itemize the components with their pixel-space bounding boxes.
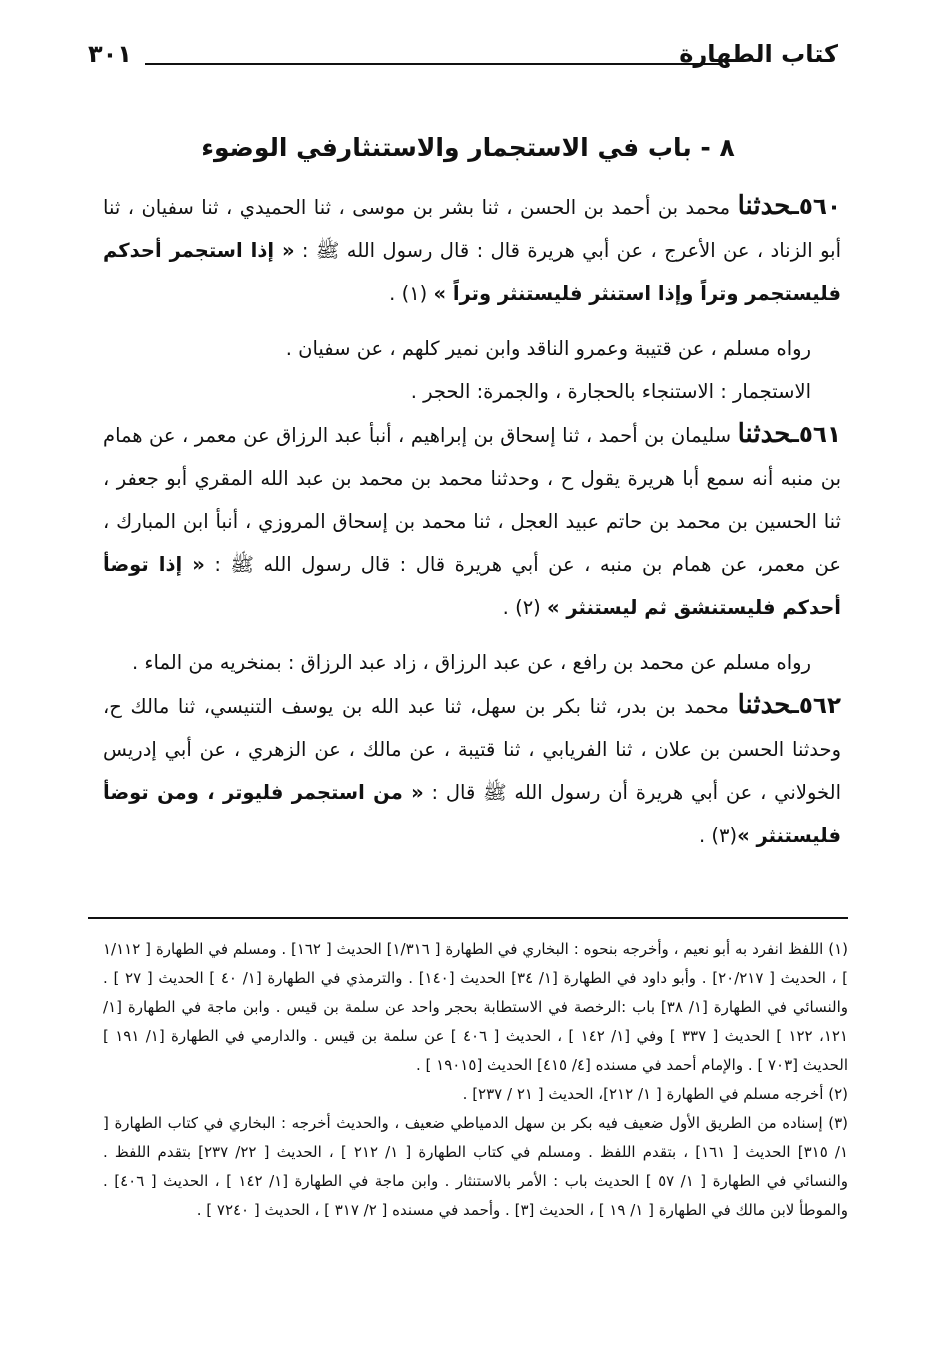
footnote-ref: (١) .	[389, 282, 434, 305]
hadith-note: رواه مسلم عن محمد بن رافع ، عن عبد الرزاق ، زاد عبد الرزاق : بمنخريه من الماء .	[131, 651, 811, 674]
footnote-2: (٢) أخرجه مسلم في الطهارة [ ١/ ٢١٢]، الحديث [ ٢١ / ٢٣٧] .	[462, 1085, 848, 1103]
footnote-ref: (٢) .	[502, 596, 547, 619]
hadith-note: رواه مسلم ، عن قتيبة وعمرو الناقد وابن نمير كلهم ، عن سفيان .	[285, 337, 811, 360]
hadith-number: ٥٦١ـ	[791, 422, 841, 448]
footnotes	[103, 935, 848, 1225]
footnote-3: (٣) إسناده من الطريق الأول ضعيف فيه بكر بن سهل الدمياطي ضعيف ، والحديث أخرجه : البخاري في كتاب الطهارة [ ١/ ٣١٥] الحديث [ ١٦١] ، بتقدم اللفظ . ومسلم في كتاب الطهارة [ ١/ ٢١٢ ] ، الحديث [ ٢٢/ ٢٣٧] بتقدم اللفظ . والنسائي في الطهارة [ ١/ ٥٧ ] الحديث باب : الأمر بالاستنثار . وابن ماجة في الطهارة [١/ ١٤٢ ] ، الحديث [ ٤٠٦] . والموطأ لابن مالك في الطهارة [ ١/ ١٩ ] ، الحديث [٣] . وأحمد في مسنده [ ٢/ ٣١٧ ] ، الحديث [ ٧٢٤٠ ] .	[103, 1114, 849, 1219]
hadith-note: الاستجمار : الاستنجاء بالحجارة ، والجمرة: الحجر .	[410, 380, 811, 403]
header-rule	[145, 63, 721, 65]
main-text	[103, 185, 841, 857]
page-number: ٣٠١	[88, 40, 132, 68]
hadith-keyword: حدثنا	[737, 419, 791, 449]
hadith-keyword: حدثنا	[737, 690, 791, 720]
hadith-number: ٥٦٢ـ	[791, 693, 841, 719]
hadith-matn: « إذا توضأ أحدكم فليستنشق ثم ليستنثر »	[103, 553, 841, 619]
chapter-title: ٨ - باب في الاستجمار والاستنثارفي الوضوء	[201, 133, 735, 162]
hadith-561	[103, 413, 841, 629]
footnote-ref: (٣) .	[698, 824, 738, 847]
hadith-560	[103, 185, 841, 315]
hadith-562	[103, 684, 841, 857]
hadith-chain: محمد بن بدر، ثنا بكر بن سهل، ثنا عبد الله بن يوسف التنيسي، ثنا مالك ح، وحدثنا الحسن بن علان ، ثنا الفريابي ، ثنا قتيبة ، عن مالك ، عن الزهري ، عن أبي إدريس الخولاني ، عن أبي هريرة أن رسول الله ﷺ قال :	[103, 695, 841, 804]
hadith-matn: « من استجمر فليوتر ، ومن توضأ فليستنثر »	[103, 781, 841, 847]
running-title: كتاب الطهارة	[679, 40, 838, 68]
hadith-number: ٥٦٠ـ	[791, 194, 841, 220]
footnote-separator	[88, 917, 848, 919]
footnote-1: (١) اللفظ انفرد به أبو نعيم ، وأخرجه بنحوه : البخاري في الطهارة [ ١/٣١٦] الحديث [ ١٦٢] . ومسلم في الطهارة [ ١/١١٢ ] ، الحديث [ ٢٠/٢١٧] . وأبو داود في الطهارة [١/ ٣٤] الحديث [١٤٠] . والترمذي في الطهارة [١/ ٤٠ ] الحديث [ ٢٧ ] . والنسائي في الطهارة [١/ ٣٨] باب :الرخصة في الاستطابة بحجر واحد عن سلمة بن قيس . وابن ماجة في الطهارة [١/ ١٢١، ١٢٢ ] الحديث [ ٣٣٧ ] وفي [١/ ١٤٢ ] ، الحديث [ ٤٠٦ ] عن سلمة بن قيس . والدارمي في الطهارة [١/ ١٩١ ] الحديث [٧٠٣ ] . والإمام أحمد في مسنده [٤/ ٤١٥] الحديث [١٩٠١٥ ] .	[103, 940, 849, 1074]
hadith-keyword: حدثنا	[737, 191, 791, 221]
hadith-chain: سليمان بن أحمد ، ثنا إسحاق بن إبراهيم ، أنبأ عبد الرزاق عن معمر ، عن همام بن منبه أنه سمع أبا هريرة يقول ح ، وحدثنا محمد بن محمد بن عبد الله المقري أبو جعفر ، ثنا الحسين بن محمد بن حاتم عبيد العجل ، ثنا محمد بن إسحاق المروزي ، أنبأ ابن المبارك ، عن معمر، عن همام بن منبه ، عن أبي هريرة قال : قال رسول الله ﷺ :	[103, 424, 841, 576]
hadith-matn: « إذا استجمر أحدكم فليستجمر وتراً وإذا استنثر فليستنثر وتراً »	[103, 239, 841, 305]
hadith-chain: محمد بن أحمد بن الحسن ، ثنا بشر بن موسى ، ثنا الحميدي ، ثنا سفيان ، ثنا أبو الزناد ، عن الأعرج ، عن أبي هريرة قال : قال رسول الله ﷺ :	[103, 196, 841, 262]
